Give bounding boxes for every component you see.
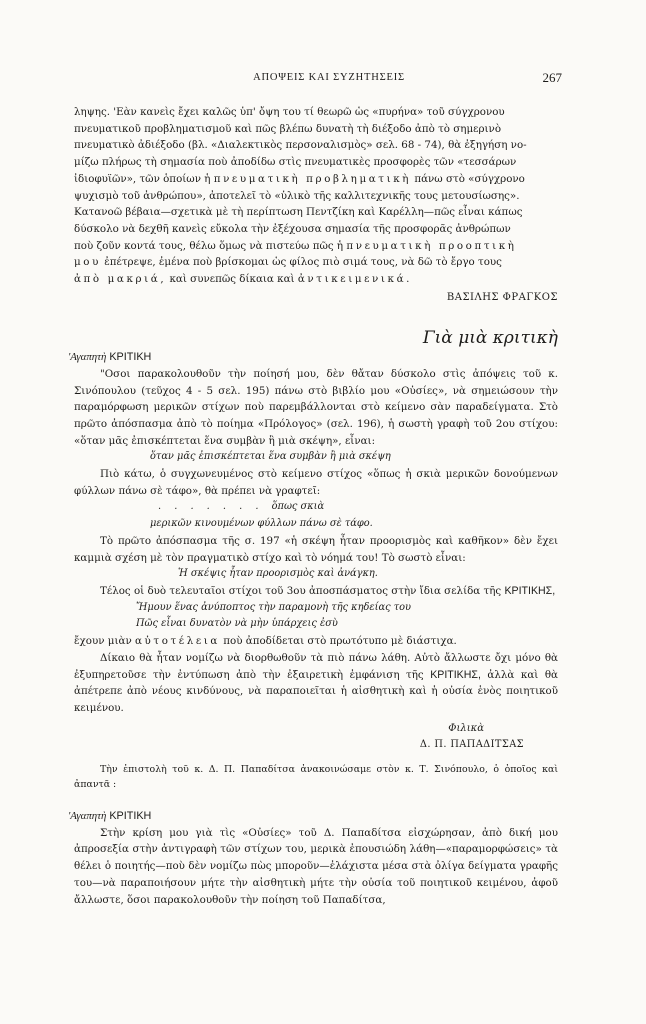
author-signature: ΒΑΣΙΛΗΣ ΦΡΑΓΚΟΣ: [446, 291, 558, 303]
text-line: πνευματικοῦ προβληματισμοῦ καὶ πῶς βλέπω δυνατὴ τὴ διέξοδο ἀπὸ τὸ σημερινὸ: [74, 122, 502, 135]
verse-quote: μερικῶν κινουμένων φύλλων πάνω σὲ τάφο.: [150, 518, 373, 530]
ellipsis-dots: . . . . . . .: [158, 501, 264, 513]
journal-name: ΚΡΙΤΙΚΗΣ,: [504, 584, 556, 597]
text-line: πνευματικὸ ἀδιέξοδο (βλ. «Διαλεκτικὸς περσοναλισμὸς» σελ. 68 - 74), θὰ ἐξηγήση νο-: [74, 139, 527, 152]
text-span: ἀλλὰ καὶ θὰ ἀπέτρεπε ἀπὸ νέους κινδύνους, νὰ παραποιεῖται ἡ αἰσθητικὴ καὶ ἡ οὐσία ἑνὸς ποιητικοῦ κειμένου.: [74, 668, 559, 714]
editor-note: Τὴν ἐπιστολὴ τοῦ κ. Δ. Π. Παπαδίτσα ἀνακοινώσαμε στὸν κ. Τ. Σινόπουλο, ὁ ὁποῖος καὶ ἀπαντᾶ :: [74, 764, 558, 791]
text-span: Τέλος οἱ δυὸ τελευταῖοι στίχοι τοῦ 3ου ἀποσπάσματος στὴν ἴδια σελίδα τῆς: [100, 584, 502, 597]
text-span: καὶ συνεπῶς δίκαια καὶ: [169, 273, 295, 286]
verse-quote: Ἤμουν ἕνας ἀνύποπτος τὴν παραμονὴ τῆς κηδείας του: [136, 601, 411, 613]
text-span: πάνω στὸ «σύγχρονο: [414, 172, 525, 185]
previous-article-ending: [74, 104, 558, 306]
paragraph: [74, 650, 558, 717]
text-span: ἔχουν μιὰν: [74, 635, 132, 648]
letter-papaditsas: [68, 349, 559, 754]
page-header: [96, 72, 562, 88]
article-body: [68, 104, 559, 908]
spaced-emphasis: μου: [74, 256, 101, 269]
text-line: [74, 238, 558, 255]
closing: Φιλικὰ: [448, 722, 484, 734]
text-span: Δίκαιο θὰ ἦταν νομίζω νὰ διορθωθοῦν τὰ πιὸ πάνω λάθη. Αὐτὸ ἄλλωστε ὄχι μόνο θὰ ἐξυπηρετοῦσε τὴν ἐντύπωση ἀπὸ τὴν ἐξαιρετικὴ ἐμφάνιση τῆς: [74, 651, 558, 681]
text-line: Κατανοῶ βέβαια—σχετικὰ μὲ τὴ περίπτωση Πεντζίκη καὶ Καρέλλη—πῶς εἶναι κάπως: [74, 206, 523, 219]
text-line: [74, 254, 558, 271]
spaced-emphasis: αὐτοτέλεια: [134, 635, 220, 648]
page-number: 267: [542, 70, 562, 85]
spaced-emphasis: πνευματικὴ προοπτικὴ: [346, 239, 517, 252]
running-head: ΑΠΟΨΕΙΣ ΚΑΙ ΣΥΖΗΤΗΣΕΙΣ: [253, 72, 405, 83]
verse-quote: [158, 499, 558, 516]
text-span: ποὺ ζοῦν κοντά τους, θέλω ὅμως νὰ πιστεύω πῶς ἡ: [74, 239, 344, 252]
text-span: ἰδιοφυϊῶν», τῶν ὁποίων ἡ: [74, 172, 211, 185]
letter-sinopoulos: [68, 808, 558, 908]
salutation: [68, 808, 558, 825]
paragraph: "Οσοι παρακολουθοῦν τὴν ποίησή μου, δὲν θἄταν δύσκολο στὶς ἀπόψεις τοῦ κ. Σινόπουλου (τεῦχος 4 - 5 σελ. 195) πάνω στὸ βιβλίο μου «Οὐσίες», νὰ σημειώσουν τὴν παραμόρφωση μερικῶν στίχων ποὺ παρεμβάλλονται στὸ κείμενο σὰν παραδείγματα. Στὸ πρῶτο ἀπόσπασμα ἀπὸ τὸ ποίημα «Πρόλογος» (σελ. 196), ἡ σωστὴ γραφὴ τοῦ 2ου στίχου: «ὅταν μᾶς ἐπισκέπτεται ἕνα συμβὰν ἢ μιὰ σκέψη», εἶναι:: [74, 367, 558, 447]
spaced-emphasis: ἀντικειμενικά.: [297, 273, 413, 286]
verse-quote: Πῶς εἶναι δυνατὸν νὰ μὴν ὑπάρχεις ἐσὺ: [136, 618, 338, 630]
salutation-prefix: 'Αγαπητὴ: [68, 351, 107, 364]
salutation: [68, 349, 558, 366]
journal-name: ΚΡΙΤΙΚΗΣ,: [430, 668, 481, 681]
letter-signature: Δ. Π. ΠΑΠΑΔΙΤΣΑΣ: [419, 739, 524, 751]
spaced-emphasis: ἀπὸ μακριά,: [74, 273, 167, 286]
section-title: Γιὰ μιὰ κριτικὴ: [422, 328, 558, 349]
paragraph: [74, 633, 558, 650]
text-span: ποὺ ἀποδίδεται στὸ πρωτότυπο μὲ διάστιχα.: [223, 635, 457, 648]
spaced-emphasis: πνευματικὴ προβληματικὴ: [213, 172, 412, 185]
text-line: δύσκολο νὰ δεχθῆ κανεὶς εὔκολα τὴν ἐξέχουσα σημασία τῆς προσφορᾶς ἀνθρώπων: [74, 222, 511, 235]
verse-quote: Ἡ σκέψις ἦταν προορισμὸς καὶ ἀνάγκη.: [178, 568, 378, 580]
text-line: ληψης. 'Εὰν κανεὶς ἔχει καλῶς ὑπ' ὄψη του τί θεωρῶ ὡς «πυρήνα» τοῦ σύγχρονου: [74, 106, 505, 118]
salutation-name: ΚΡΙΤΙΚΗ: [109, 810, 152, 823]
paragraph: Στὴν κρίση μου γιὰ τὶς «Οὐσίες» τοῦ Δ. Παπαδίτσα εἰσχώρησαν, ἀπὸ δική μου ἀπροσεξία στὴν ἀντιγραφὴ τῶν στίχων του, μερικὰ ἐπουσιώδη λάθη—«παραμορφώσεις» τὰ θέλει ὁ ποιητής—ποὺ δὲν νομίζω πὼς μποροῦν—ἐλάχιστα μέσα στὰ ὀλίγα δείγματα γραφῆς του—νὰ παραποιήσουν μήτε τὴν αἰσθητικὴ μήτε τὴν οὐσία τοῦ ποιητικοῦ κειμένου, ἀφοῦ ἄλλωστε, ὅσοι παρακολουθοῦν τὴν ποίηση τοῦ Παπαδίτσα,: [74, 826, 558, 906]
text-span: ἐπέτρεψε, ἐμένα ποὺ βρίσκομαι ὡς φίλος πιὸ σιμά τους, νὰ δῶ τὸ ἔργο τους: [104, 256, 502, 269]
salutation-prefix: 'Αγαπητὴ: [68, 810, 107, 823]
text-line: ψυχισμὸ τοῦ ἀνθρώπου», ἀποτελεῖ τὸ «ὑλικὸ τῆς καλλιτεχνικῆς τους μετουσίωσης».: [74, 189, 520, 202]
paragraph: Τὸ πρῶτο ἀπόσπασμα τῆς σ. 197 «ἡ σκέψη ἦταν προορισμὸς καὶ καθῆκον» δὲν ἔχει καμμιὰ σχέση μὲ τὸν πραγματικὸ στίχο καὶ τὸ νόημά του! Τὸ σωστὸ εἶναι:: [74, 534, 558, 564]
text-line: [74, 271, 558, 288]
text-line: [74, 171, 558, 188]
verse-quote: ὅταν μᾶς ἐπισκέπτεται ἕνα συμβὰν ἢ μιὰ σκέψη: [150, 451, 391, 463]
salutation-name: ΚΡΙΤΙΚΗ: [109, 351, 152, 364]
text-line: μίζω πλήρως τὴ σημασία ποὺ ἀποδίδω στὶς πνευματικὲς προσφορὲς τῶν «τεσσάρων: [74, 156, 517, 169]
paragraph: [74, 583, 558, 600]
paragraph: Πιὸ κάτω, ὁ συγχωνευμένος στὸ κείμενο στίχος «ὅπως ἡ σκιὰ μερικῶν δονούμενων φύλλων πάνω σὲ τάφο», θὰ πρέπει νὰ γραφτεῖ:: [74, 468, 558, 497]
verse-text: ὅπως σκιὰ: [271, 501, 325, 513]
